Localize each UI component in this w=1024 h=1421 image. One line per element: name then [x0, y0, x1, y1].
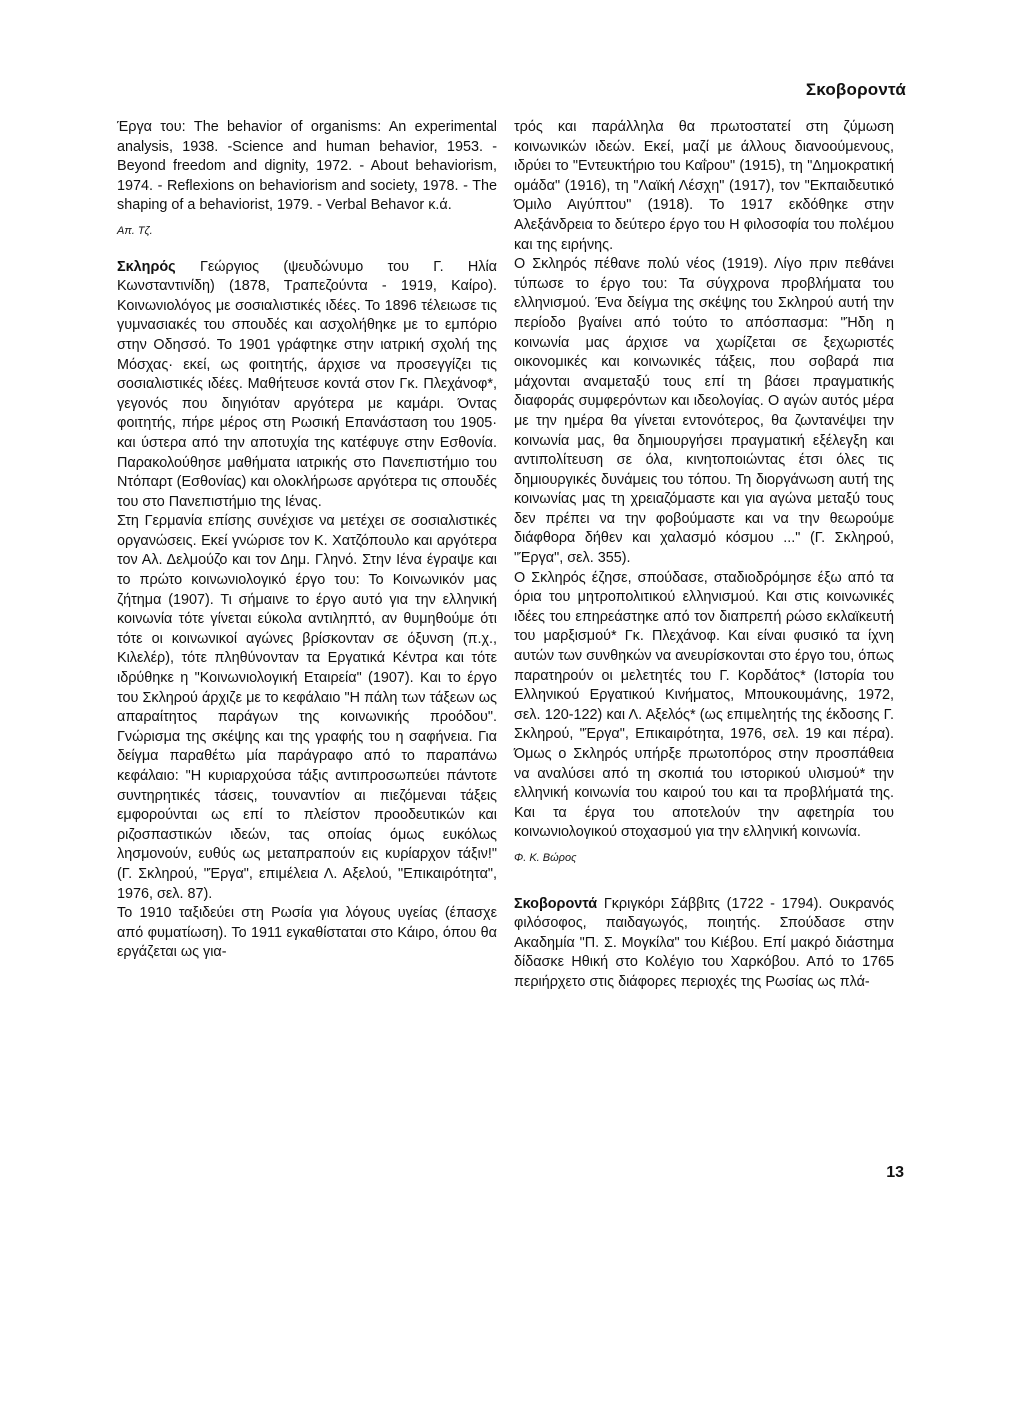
- entry-paragraph: Το 1910 ταξιδεύει στη Ρωσία για λόγους υγείας (έπασχε από φυματίωση). Το 1911 εγκαθίσταται στο Κάιρο, όπου θα εργάζεται ως για-: [117, 905, 497, 961]
- entry-paragraph: [117, 258, 497, 513]
- entry-paragraph: Ο Σκληρός έζησε, σπούδασε, σταδιοδρόμησε έξω από τα όρια του μητροπολιτικού ελληνισμού. Και στις κοινωνικές ιδέες του επηρεάστηκε από τον διαπρεπή ρώσο εκλαϊκευτή του μαρξισμού* Γκ. Πλεχάνοφ. Και είναι φυσικό τα ίχνη αυτών των συνθηκών να ανευρίσκονται στο έργο του, όπως παρατηρούν οι μελετητές του Γ. Κορδάτος* (Ιστορία του Ελληνικού Εργατικού Κινήματος, Μπουκουμάνης, 1972, σελ. 120-122) και Λ. Αξελός* (ως επιμελητής της έκδοσης Γ. Σκληρού, "Έργα", Επικαιρότητα, 1976, σελ. 19 και πέρα). Όμως ο Σκληρός υπήρξε πρωτοπόρος στην προσπάθεια να αναλύσει από τη σκοπιά του ιστορικού υλισμού* την ελληνική κοινωνία του καιρού του και τα προβλήματά της. Και τα έργα του αποτελούν την αφετηρία του κοινωνιολογικού στοχασμού για την ελληνική κοινωνία.: [514, 569, 894, 841]
- entry-text: Γεώργιος (ψευδώνυμο του Γ. Ηλία Κωνσταντινίδη) (1878, Τραπεζούντα - 1919, Καίρο). Κοινωνιολόγος με σοσιαλιστικές ιδέες. Το 1896 τέλειωσε τις γυμνασιακές του σπουδές και ασχολήθηκε με το εμπόριο στην Οδησσό. Το 1901 γράφτηκε στην ιατρική σχολή της Μόσχας· εκεί, ως φοιτητής, άρχισε να προσεγγίζει τις σοσιαλιστικές ιδέες. Μαθήτευσε κοντά στον Γκ. Πλεχάνοφ*, γεγονός που διηγιόταν αργότερα με καμάρι. Όντας φοιτητής, πήρε μέρος στη Ρωσική Επανάσταση του 1905· και ύστερα από την αποτυχία της κατέφυγε στην Εσθονία. Παρακολούθησε μαθήματα ιατρικής στο Πανεπιστήμιο του Ντόπαρτ (Εσθονίας) και ολοκλήρωσε αργότερα τις σπουδές του στο Πανεπιστήμιο της Ιένας.: [117, 258, 497, 510]
- entry-paragraph: [514, 895, 894, 993]
- author-signature: Απ. Τζ.: [117, 224, 153, 237]
- right-column: [514, 118, 894, 993]
- left-column: [117, 118, 497, 963]
- entry-paragraph: Στη Γερμανία επίσης συνέχισε να μετέχει σε σοσιαλιστικές οργανώσεις. Εκεί γνώρισε τον Κ. Χατζόπουλο και αργότερα τον Αλ. Δελμούζο και τον Δημ. Γληνό. Στην Ιένα έγραψε και το πρώτο κοινωνιολογικό έργο του: Το Κοινωνικόν μας ζήτημα (1907). Τι σήμαινε το έργο αυτό για την ελληνική κοινωνία τότε γίνεται εύκολα αντιληπτό, αν θυμηθούμε ότι τότε οι κοινωνικοί αγώνες βρίσκονταν σε όξυνση (π.χ., Κιλελέρ), τότε πληθύνονταν τα Εργατικά Κέντρα και τότε ιδρύθηκε η "Κοινωνιολογική Εταιρεία" (1907). Και το έργο του Σκληρού άρχιζε με το κεφάλαιο "Η πάλη των τάξεων ως απαραίτητος παράγων της κοινωνικής προόδου". Γνώρισμα της σκέψης και της γραφής του η σαφήνεια. Για δείγμα παραθέτω μία παράγραφο από το παραπάνω κεφάλαιο: "Η κυριαρχούσα τάξις αντιπροσωπεύει πάντοτε συντηρητικές τάσεις, τουναντίον αι πιεζόμεναι τάξεις εμφορούνται ως επί το πλείστον προοδευτικών και ριζοσπαστικών ιδεών, τας οποίας όμως ευκόλως λησμονούν, ευθύς ως μεταπραπούν εις κυρίαρχον τάξιν!" (Γ. Σκληρού, "Έργα", επιμέλεια Λ. Αξελού, "Επικαιρότητα", 1976, σελ. 87).: [117, 513, 497, 902]
- author-signature: Φ. Κ. Βώρος: [514, 851, 577, 864]
- entry-paragraph: τρός και παράλληλα θα πρωτοστατεί στη ζύμωση κοινωνικών ιδεών. Εκεί, μαζί με άλλους διανοούμενους, ιδρύει το "Εντευκτήριο του Καΐρου" (1915), τη "Δημοκρατική ομάδα" (1916), τη "Λαϊκή Λέσχη" (1917), τον "Εκπαιδευτικό Όμιλο Αιγύπτου" (1918). Το 1917 εκδόθηκε στην Αλεξάνδρεια το δεύτερο έργο του Η φιλοσοφία του πολέμου και της ειρήνης.: [514, 119, 894, 253]
- entry-headword: Σκοβοροντά: [514, 895, 598, 912]
- entry-headword: Σκληρός: [117, 258, 176, 275]
- entry-text: Γκριγκόρι Σάββιτς (1722 - 1794). Ουκρανός φιλόσοφος, παιδαγωγός, ποιητής. Σπούδασε στην Ακαδημία "Π. Σ. Μογκίλα" του Κιέβου. Επί μακρό διάστημα δίδασκε Ηθική στο Κολέγιο του Χαρκόβου. Από το 1765 περιήρχετο στις διάφορες περιοχές της Ρωσίας ως πλά-: [514, 895, 895, 990]
- works-paragraph: Έργα του: The behavior of organisms: An experimental analysis, 1938. -Science and human behavior, 1953. - Beyond freedom and dignity, 1972. - About behaviorism, 1974. - Reflexions on behaviorism and society, 1978. - The shaping of a behaviorist, 1979. - Verbal Behavor κ.ά.: [117, 119, 497, 214]
- page-number: 13: [886, 1164, 904, 1181]
- entry-paragraph: Ο Σκληρός πέθανε πολύ νέος (1919). Λίγο πριν πεθάνει τύπωσε το έργο του: Τα σύγχρονα προβλήματα του ελληνισμού. Ένα δείγμα της σκέψης του Σκληρού αυτή την περίοδο βγαίνει από τούτο το απόσπασμα: "Ήδη η κοινωνία μας άρχισε να χωρίζεται σε ξεχωριστές οικονομικές και κοινωνικές τάξεις, που σοβαρά πια μάχονται αναμεταξύ τους επί τη βάσει πραγματικής διαφοράς συμφερόντων και ιδεολογίας. Ο αγών αυτός μέρα με την ημέρα θα γίνεται εντονότερος, θα ζωντανέψει την κοινωνία μας, θα δημιουργήσει πραγματική εξέλεγξη και αντιπολίτευση σε όλα, κινητοποιώντας έτσι όλες τις δημιουργικές δυνάμεις του τόπου. Τη διοργάνωση αυτή της κοινωνίας μας τη χρειαζόμαστε και για αγώνα μεταξύ τους δεν πρέπει να την φοβούμαστε και να την θεωρούμε διάφθορα δήθεν και χαλασμό κόσμου ..." (Γ. Σκληρού, "Έργα", σελ. 355).: [514, 256, 894, 567]
- running-head: Σκοβοροντά: [805, 80, 906, 99]
